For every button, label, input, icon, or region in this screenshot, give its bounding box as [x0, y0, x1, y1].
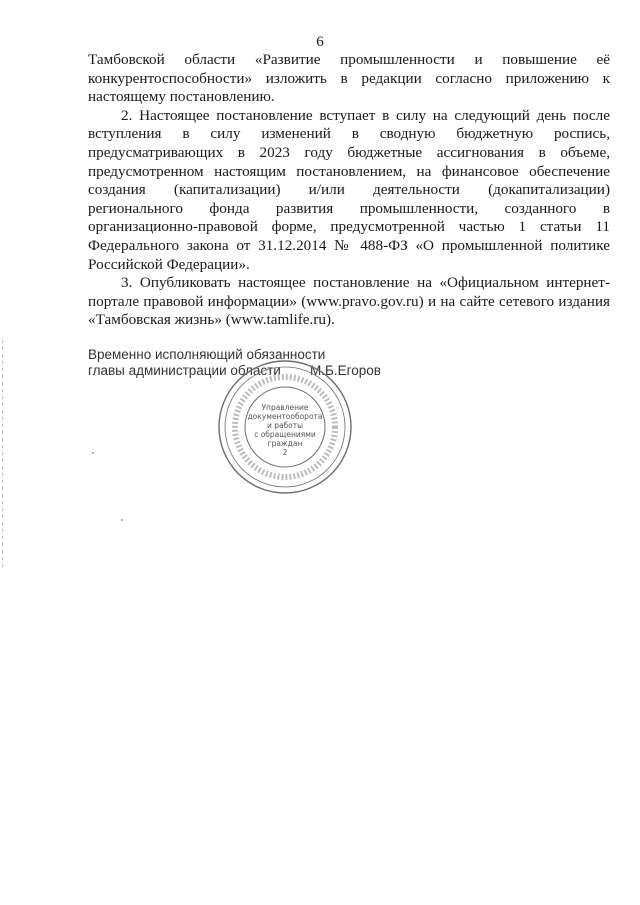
stamp-line: 2 — [282, 448, 288, 457]
paragraph-3: 3. Опубликовать настоящее постановление на «Официальном интернет-портале правовой информации» (www.pravo.gov.ru) и на сайте сетевого издания «Тамбовская жизнь» (www.tamlife.ru). — [88, 274, 610, 329]
scan-speck — [92, 452, 94, 454]
paragraph-2: 2. Настоящее постановление вступает в силу на следующий день после вступления в силу изменений в сводную бюджетную роспись, предусматривающих в 2023 году бюджетные ассигнования в объеме, предусмотренном настоящим постановлением, на финансовое обеспечение создания (капитализации) и/или деятельности (докапитализации) регионального фонда развития промышленности, созданного в организационно-правовой форме, предусмотренной частью 1 статьи 11 Федерального закона от 31.12.2014 № 488-ФЗ «О промышленной политике Российской Федерации». — [88, 106, 610, 273]
signatory-name: М.Б.Егоров — [310, 363, 381, 378]
page-number: 6 — [316, 34, 324, 50]
stamp-line: с обращениями — [254, 430, 316, 439]
signatory-position-line1: Временно исполняющий обязанности — [88, 347, 326, 362]
paragraph-continuation: Тамбовской области «Развитие промышленности и повышение её конкурентоспособности» изложить в редакции согласно приложению к настоящему постановлению. — [88, 51, 610, 106]
scan-edge-mark — [2, 340, 3, 570]
signatory-position-line2: главы администрации области — [88, 363, 281, 378]
official-stamp — [215, 357, 355, 497]
stamp-line: граждан — [267, 439, 303, 448]
stamp-line: и работы — [266, 421, 304, 430]
document-body — [88, 51, 610, 330]
stamp-line: документооборота — [247, 412, 323, 421]
stamp-line: Управление — [261, 403, 309, 412]
scan-speck — [121, 519, 123, 521]
stamp-seal-icon — [215, 357, 355, 497]
